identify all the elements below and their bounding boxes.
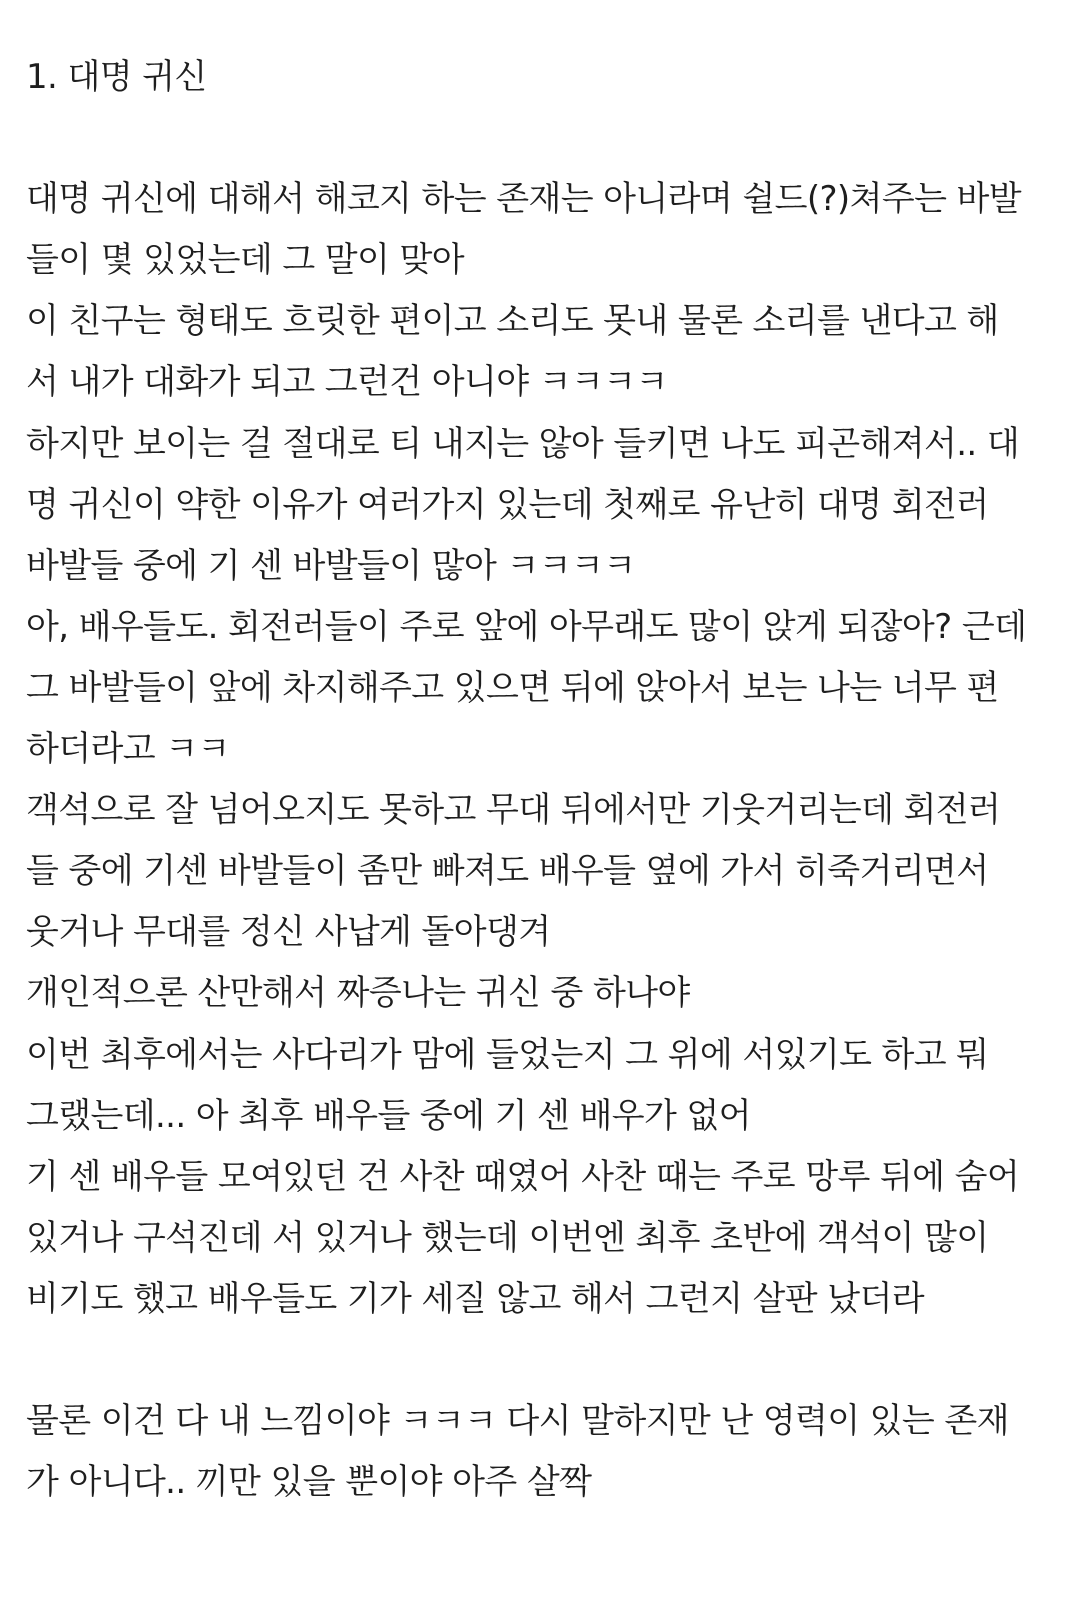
body-line: 하지만 보이는 걸 절대로 티 내지는 않아 들키면 나도 피곤해져서.. 대 xyxy=(26,423,1020,464)
body-line: 비기도 했고 배우들도 기가 세질 않고 해서 그런지 살판 났더라 xyxy=(26,1278,924,1319)
paragraph-gap xyxy=(26,1330,1046,1391)
body-line: 그랬는데... 아 최후 배우들 중에 기 센 배우가 없어 xyxy=(26,1095,751,1136)
body-line: 서 내가 대화가 되고 그런건 아니야 ㅋㅋㅋㅋ xyxy=(26,362,668,403)
body-line: 웃거나 무대를 정신 사납게 돌아댕겨 xyxy=(26,912,551,953)
post-body xyxy=(26,47,1046,1513)
body-line: 이번 최후에서는 사다리가 맘에 들었는지 그 위에 서있기도 하고 뭐 xyxy=(26,1034,989,1075)
body-line: 대명 귀신에 대해서 해코지 하는 존재는 아니라며 쉴드(?)쳐주는 바발 xyxy=(26,179,1022,220)
body-line: 있거나 구석진데 서 있거나 했는데 이번엔 최후 초반에 객석이 많이 xyxy=(26,1217,989,1258)
body-line: 아, 배우들도. 회전러들이 주로 앞에 아무래도 많이 앉게 되잖아? 근데 xyxy=(26,606,1027,647)
closing-line: 물론 이건 다 내 느낌이야 ㅋㅋㅋ 다시 말하지만 난 영력이 있는 존재 xyxy=(26,1401,1009,1442)
body-line: 바발들 중에 기 센 바발들이 많아 ㅋㅋㅋㅋ xyxy=(26,545,636,586)
body-line: 들이 몇 있었는데 그 말이 맞아 xyxy=(26,240,464,281)
body-line: 객석으로 잘 넘어오지도 못하고 무대 뒤에서만 기웃거리는데 회전러 xyxy=(26,790,1001,831)
closing-line: 가 아니다.. 끼만 있을 뿐이야 아주 살짝 xyxy=(26,1462,592,1503)
body-line: 들 중에 기센 바발들이 좀만 빠져도 배우들 옆에 가서 히죽거리면서 xyxy=(26,851,989,892)
body-line: 기 센 배우들 모여있던 건 사찬 때였어 사찬 때는 주로 망루 뒤에 숨어 xyxy=(26,1156,1020,1197)
body-line: 하더라고 ㅋㅋ xyxy=(26,729,230,770)
body-line: 개인적으론 산만해서 짜증나는 귀신 중 하나야 xyxy=(26,973,690,1014)
body-line: 명 귀신이 약한 이유가 여러가지 있는데 첫째로 유난히 대명 회전러 xyxy=(26,484,989,525)
paragraph-gap xyxy=(26,108,1046,169)
body-line: 이 친구는 형태도 흐릿한 편이고 소리도 못내 물론 소리를 낸다고 해 xyxy=(26,301,999,342)
post-heading: 1. 대명 귀신 xyxy=(26,57,207,97)
body-line: 그 바발들이 앞에 차지해주고 있으면 뒤에 앉아서 보는 나는 너무 편 xyxy=(26,667,999,708)
